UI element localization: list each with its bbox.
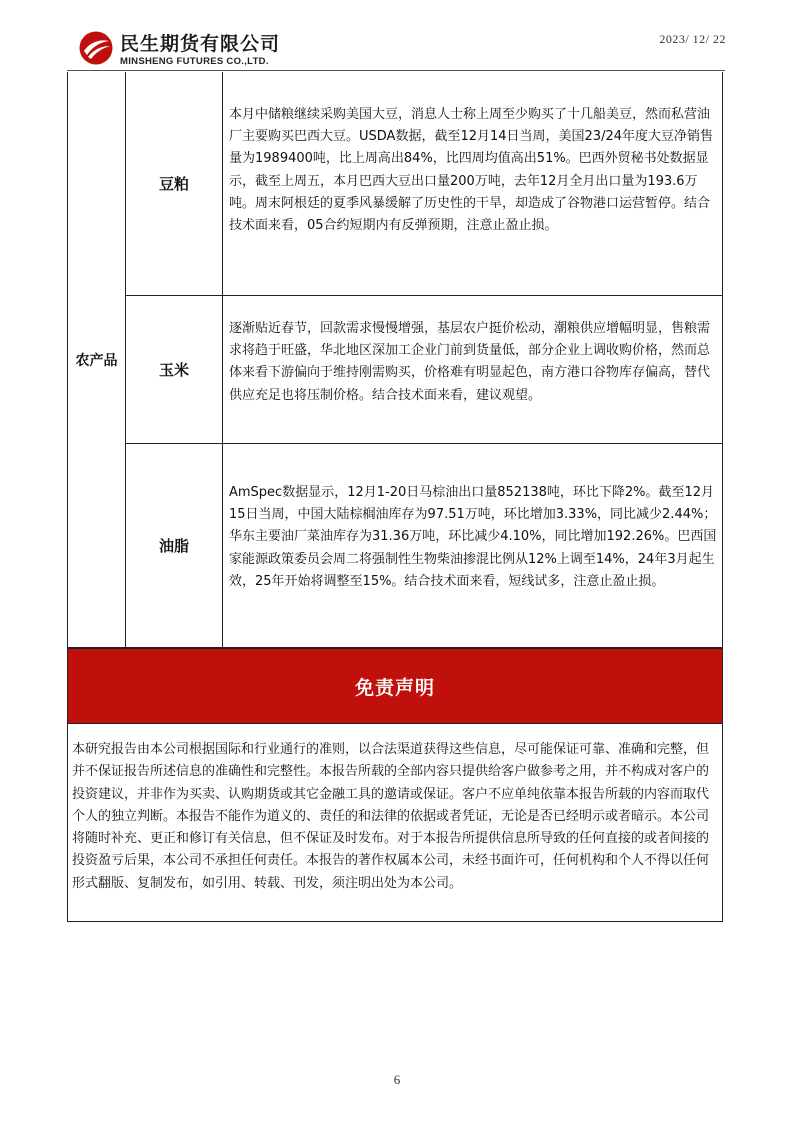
page-number: 6 — [393, 1072, 401, 1087]
table-row-corn — [126, 295, 723, 443]
table-row-oils — [126, 443, 723, 647]
disclaimer-body: 本研究报告由本公司根据国际和行业通行的准则，以合法渠道获得这些信息，尽可能保证可靠、准确和完整，但并不保证报告所述信息的准确性和完整性。本报告所载的全部内容只提供给客户做参考之用，并不构成对客户的投资建议，并非作为买卖、认购期货或其它金融工具的邀请或保证。客户不应单纯依靠本报告所载的内容而取代个人的独立判断。本报告不能作为道义的、责任的和法律的依据或者凭证，无论是否已经明示或者暗示。本公司将随时补充、更正和修订有关信息，但不保证及时发布。对于本报告所提供信息所导致的任何直接的或者间接的投资盈亏后果，本公司不承担任何责任。本报告的著作权属本公司，未经书面许可，任何机构和个人不得以任何形式翻版、复制发布，如引用、转载、刊发，须注明出处为本公司。 — [67, 724, 723, 922]
commodity-table — [67, 72, 723, 648]
commentary-cell: 本月中储粮继续采购美国大豆，消息人士称上周至少购买了十几船美豆，然而私营油厂主要购买巴西大豆。USDA数据，截至12月14日当周，美国23/24年度大豆净销售量为1989400吨，比上周高出84%，比四周均值高出51%。巴西外贸秘书处数据显示，截至上周五，本月巴西大豆出口量200万吨，去年12月全月出口量为193.6万吨。周末阿根廷的夏季风暴缓解了历史性的干旱，却造成了谷物港口运营暂停。结合技术面来看，05合约短期内有反弹预期，注意止盈止损。 — [229, 107, 713, 234]
company-logo-icon — [78, 30, 114, 66]
sector-cell: 农产品 — [68, 72, 126, 647]
category-cell: 豆粕 — [126, 72, 223, 295]
category-cell: 油脂 — [126, 444, 223, 647]
report-date: 2023/ 12/ 22 — [659, 32, 726, 46]
disclaimer-title: 免责声明 — [67, 648, 723, 724]
table-row-soymeal — [126, 72, 723, 295]
company-name-cn: 民生期货有限公司 — [120, 33, 281, 55]
company-name-en: MINSHENG FUTURES CO.,LTD. — [120, 56, 269, 67]
page-header — [78, 26, 726, 70]
category-cell: 玉米 — [126, 296, 223, 443]
commentary-cell: 逐渐贴近春节，回款需求慢慢增强，基层农户挺价松动，潮粮供应增幅明显，售粮需求将趋于旺盛，华北地区深加工企业门前到货量低，部分企业上调收购价格，然而总体来看下游偏向于维持刚需购买，价格难有明显起色，南方港口谷物库存偏高，替代供应充足也将压制价格。结合技术面来看，建议观望。 — [229, 321, 711, 403]
commentary-cell: AmSpec数据显示，12月1-20日马棕油出口量852138吨，环比下降2%。截至12月15日当周，中国大陆棕榈油库存为97.51万吨，环比增加3.33%，同比减少2.44%；华东主要油厂菜油库存为31.36万吨，环比减少4.10%，同比增加192.26%。巴西国家能源政策委员会周二将强制性生物柴油掺混比例从12%上调至14%，24年3月起生效，25年开始将调整至15%。结合技术面来看，短线试多，注意止盈止损。 — [229, 485, 717, 589]
header-divider — [67, 70, 725, 71]
